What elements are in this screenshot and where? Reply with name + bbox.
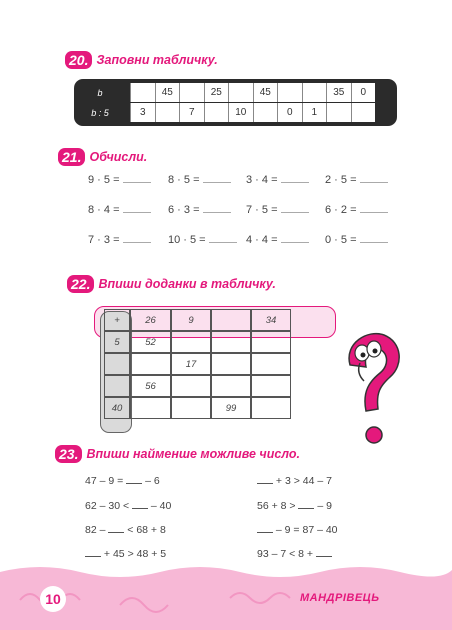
answer-blank[interactable] xyxy=(108,524,124,533)
inequality-exercise xyxy=(257,548,332,560)
task-22-header xyxy=(67,275,276,293)
inequality-exercise xyxy=(85,524,166,536)
multiplication-exercise xyxy=(88,173,151,186)
sum-cell[interactable] xyxy=(211,353,251,375)
sum-cell[interactable]: 56 xyxy=(130,375,171,397)
sum-cell[interactable] xyxy=(171,397,211,419)
answer-blank[interactable] xyxy=(126,475,142,484)
task-title: Обчисли. xyxy=(89,150,148,164)
task-20-header xyxy=(65,51,218,69)
expression-part: – 40 xyxy=(148,500,172,512)
sum-cell[interactable] xyxy=(211,375,251,397)
multiplication-exercise xyxy=(246,233,309,246)
expression-part: 93 – 7 < 8 + xyxy=(257,548,316,560)
table-cell[interactable] xyxy=(228,83,253,102)
exercise-text: 0 · 5 = xyxy=(325,234,357,246)
multiplication-exercise xyxy=(168,233,237,246)
inequality-exercise xyxy=(257,500,332,512)
multiplication-exercise xyxy=(246,203,309,216)
answer-blank[interactable] xyxy=(360,233,388,243)
inequality-exercise xyxy=(257,524,338,536)
sum-cell[interactable] xyxy=(211,331,251,353)
inequality-exercise xyxy=(85,475,160,487)
sum-cell[interactable] xyxy=(171,375,211,397)
answer-blank[interactable] xyxy=(281,233,309,243)
sum-cell[interactable] xyxy=(251,353,291,375)
answer-blank[interactable] xyxy=(257,475,273,484)
brand-logo: МАНДРІВЕЦЬ xyxy=(300,592,380,604)
table-cell[interactable]: 1 xyxy=(302,103,327,122)
expression-part: + 3 > 44 – 7 xyxy=(273,475,332,487)
table-row-b5 xyxy=(130,103,375,122)
multiplication-exercise xyxy=(168,173,231,186)
expression-part: < 68 + 8 xyxy=(124,524,166,536)
task-number: 21. xyxy=(58,148,85,166)
expression-part: + 45 > 48 + 5 xyxy=(101,548,167,560)
sum-cell[interactable]: 52 xyxy=(130,331,171,353)
expression-part: – 9 = 87 – 40 xyxy=(273,524,338,536)
answer-blank[interactable] xyxy=(281,203,309,213)
left-addend-cell[interactable]: 5 xyxy=(104,331,130,353)
table-cell[interactable] xyxy=(277,83,302,102)
task-23-header xyxy=(55,445,300,463)
task-title: Впиши найменше можливе число. xyxy=(86,447,301,461)
multiplication-exercise xyxy=(168,203,231,216)
exercise-text: 7 · 3 = xyxy=(88,234,120,246)
table-cell[interactable]: 45 xyxy=(253,83,278,102)
multiplication-exercise xyxy=(325,233,388,246)
plus-sign: + xyxy=(104,309,130,331)
row-label-b5: b : 5 xyxy=(91,107,109,118)
exercise-text: 7 · 5 = xyxy=(246,204,278,216)
table-cell[interactable] xyxy=(130,83,155,102)
top-addend-cell[interactable]: 34 xyxy=(251,309,291,331)
table-cell[interactable] xyxy=(326,103,351,122)
expression-part: 56 + 8 > xyxy=(257,500,299,512)
exercise-text: 8 · 4 = xyxy=(88,204,120,216)
top-addend-cell[interactable]: 26 xyxy=(130,309,171,331)
left-addend-cell[interactable] xyxy=(104,375,130,397)
table-cell[interactable] xyxy=(302,83,327,102)
answer-blank[interactable] xyxy=(203,173,231,183)
expression-part: 62 – 30 < xyxy=(85,500,132,512)
sum-cell[interactable] xyxy=(251,397,291,419)
sum-cell[interactable]: 17 xyxy=(171,353,211,375)
multiplication-exercise xyxy=(325,203,388,216)
table-cell[interactable]: 0 xyxy=(277,103,302,122)
answer-blank[interactable] xyxy=(360,173,388,183)
answer-blank[interactable] xyxy=(360,203,388,213)
row-label-b: b xyxy=(97,87,103,98)
answer-blank[interactable] xyxy=(132,500,148,509)
multiplication-exercise xyxy=(325,173,388,186)
multiplication-exercise xyxy=(246,173,309,186)
table-cell[interactable] xyxy=(155,103,180,122)
division-table xyxy=(74,79,397,126)
multiplication-exercise xyxy=(88,203,151,216)
footer-wave-decoration-icon xyxy=(0,560,452,630)
exercise-text: 6 · 2 = xyxy=(325,204,357,216)
table-cell[interactable]: 7 xyxy=(179,103,204,122)
exercise-text: 3 · 4 = xyxy=(246,174,278,186)
sum-cell[interactable] xyxy=(130,397,171,419)
table-cell[interactable]: 35 xyxy=(326,83,351,102)
left-addend-cell[interactable] xyxy=(104,353,130,375)
exercise-text: 6 · 3 = xyxy=(168,204,200,216)
addition-table xyxy=(104,309,327,420)
answer-blank[interactable] xyxy=(281,173,309,183)
question-mark-mascot-icon xyxy=(340,325,412,453)
inequality-exercise xyxy=(85,500,171,512)
table-cell[interactable]: 10 xyxy=(228,103,253,122)
expression-part: – 6 xyxy=(142,475,160,487)
page-number: 10 xyxy=(40,586,66,612)
table-cell[interactable]: 25 xyxy=(204,83,229,102)
top-addend-cell[interactable]: 9 xyxy=(171,309,211,331)
answer-blank[interactable] xyxy=(123,173,151,183)
top-addend-cell[interactable] xyxy=(211,309,251,331)
expression-part: 47 – 9 = xyxy=(85,475,127,487)
exercise-text: 2 · 5 = xyxy=(325,174,357,186)
sum-cell[interactable] xyxy=(171,331,211,353)
answer-blank[interactable] xyxy=(85,548,101,557)
task-title: Заповни табличку. xyxy=(96,53,218,67)
answer-blank[interactable] xyxy=(123,203,151,213)
exercise-text: 9 · 5 = xyxy=(88,174,120,186)
sum-cell[interactable]: 99 xyxy=(211,397,251,419)
table-cell[interactable] xyxy=(204,103,229,122)
task-number: 23. xyxy=(55,445,82,463)
answer-blank[interactable] xyxy=(257,524,273,533)
expression-part: 82 – xyxy=(85,524,109,536)
sum-cell[interactable] xyxy=(251,331,291,353)
inequality-exercise xyxy=(85,548,166,560)
table-cell[interactable]: 0 xyxy=(351,83,376,102)
task-title: Впиши доданки в табличку. xyxy=(98,277,276,291)
sum-cell[interactable] xyxy=(130,353,171,375)
answer-blank[interactable] xyxy=(203,203,231,213)
table-cell[interactable]: 3 xyxy=(130,103,155,122)
exercise-text: 4 · 4 = xyxy=(246,234,278,246)
left-addend-cell[interactable]: 40 xyxy=(104,397,130,419)
task-21-header xyxy=(58,148,147,166)
sum-cell[interactable] xyxy=(251,375,291,397)
answer-blank[interactable] xyxy=(298,500,314,509)
answer-blank[interactable] xyxy=(209,233,237,243)
expression-part: – 9 xyxy=(314,500,332,512)
table-cell[interactable]: 45 xyxy=(155,83,180,102)
multiplication-exercise xyxy=(88,233,151,246)
task-number: 20. xyxy=(65,51,92,69)
table-row-b xyxy=(130,83,375,102)
table-cell[interactable] xyxy=(179,83,204,102)
answer-blank[interactable] xyxy=(316,548,332,557)
table-cell[interactable] xyxy=(351,103,376,122)
inequality-exercise xyxy=(257,475,332,487)
exercise-text: 8 · 5 = xyxy=(168,174,200,186)
table-cell[interactable] xyxy=(253,103,278,122)
answer-blank[interactable] xyxy=(123,233,151,243)
task-number: 22. xyxy=(67,275,94,293)
exercise-text: 10 · 5 = xyxy=(168,234,206,246)
